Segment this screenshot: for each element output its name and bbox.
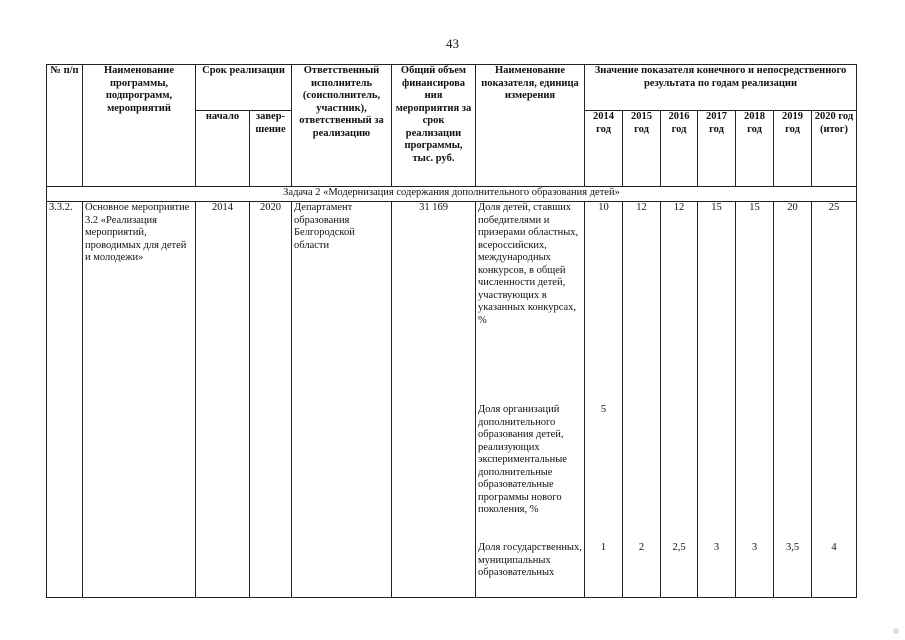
value-cell: 3 (751, 542, 758, 553)
header-year-2015: 2015 год (623, 111, 661, 187)
scan-mark (893, 628, 899, 634)
value-cell: 25 (828, 202, 840, 213)
header-financing: Общий объем финансирова ния мероприятия за срок реализации программы, тыс. руб. (392, 65, 476, 187)
value-cell: 15 (711, 202, 722, 213)
row-financing: 31 169 (392, 202, 476, 598)
header-term-end: завер-шение (250, 111, 292, 187)
row-name: Основное мероприятие 3.2 «Реализация мероприятий, проводимых для детей и молодежи» (83, 202, 196, 598)
header-term-start: начало (196, 111, 250, 187)
values-2018 (736, 202, 774, 598)
header-year-2014: 2014 год (585, 111, 623, 187)
value-cell: 20 (787, 202, 798, 213)
value-cell: 10 (598, 202, 609, 213)
value-cell: 12 (673, 202, 685, 213)
value-cell: 5 (600, 404, 607, 415)
header-year-2020: 2020 год (итог) (812, 111, 857, 187)
value-cell: 3,5 (785, 542, 800, 553)
values-2015 (623, 202, 661, 598)
values-2019 (774, 202, 812, 598)
header-year-2016: 2016 год (661, 111, 698, 187)
value-cell: 3 (713, 542, 720, 553)
header-year-2019: 2019 год (774, 111, 812, 187)
row-start: 2014 (196, 202, 250, 598)
value-cell: 2 (638, 542, 645, 553)
header-responsible: Ответственный исполнитель (соисполнитель, участник), ответственный за реализацию (292, 65, 392, 187)
values-2014 (585, 202, 623, 598)
header-term: Срок реализации (196, 65, 292, 111)
header-name: Наименование программы, подпрограмм, мероприятий (83, 65, 196, 187)
indicator-1: Доля детей, ставших победителями и призерами областных, всероссийских, международных конкурсов, в общей численности детей, участвующих в указанных конкурсах, % (478, 202, 579, 326)
value-cell: 15 (749, 202, 760, 213)
indicator-2: Доля организаций дополнительного образования детей, реализующих экспериментальные дополнительные образовательные программы нового поколения, % (478, 404, 567, 515)
row-end: 2020 (250, 202, 292, 598)
header-num: № п/п (47, 65, 83, 187)
value-cell: 1 (600, 542, 607, 553)
header-year-2018: 2018 год (736, 111, 774, 187)
value-cell: 4 (831, 542, 837, 553)
indicator-cell (476, 202, 585, 598)
page-number: 43 (446, 36, 459, 51)
indicators-table (46, 64, 857, 598)
values-2017 (698, 202, 736, 598)
value-cell: 12 (636, 202, 647, 213)
indicator-3: Доля государственных, муниципальных образовательных (478, 542, 582, 578)
task-row: Задача 2 «Модернизация содержания дополнительного образования детей» (47, 187, 857, 202)
header-year-2017: 2017 год (698, 111, 736, 187)
values-2020 (812, 202, 857, 598)
header-indicator: Наименование показателя, единица измерения (476, 65, 585, 187)
row-responsible: Департамент образования Белгородской области (292, 202, 392, 598)
header-values: Значение показателя конечного и непосредственного результата по годам реализации (585, 65, 857, 111)
row-num: 3.3.2. (47, 202, 83, 598)
values-2016 (661, 202, 698, 598)
value-cell: 2,5 (672, 542, 686, 553)
